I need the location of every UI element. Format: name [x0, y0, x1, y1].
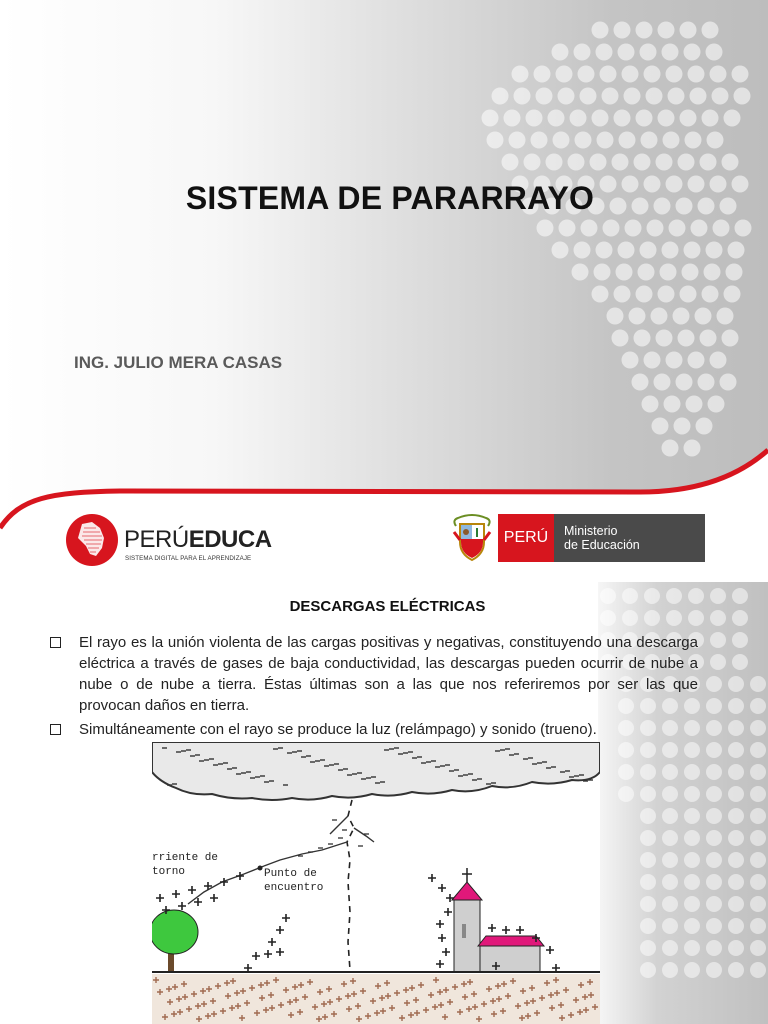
checkbox-bullet-icon — [50, 637, 61, 648]
coat-of-arms-icon — [450, 512, 494, 564]
church-building — [480, 946, 540, 972]
ministry-label-box — [554, 514, 705, 562]
bullet-text: Simultáneamente con el rayo se produce la luz (relámpago) y sonido (trueno). — [79, 721, 597, 738]
checkbox-bullet-icon — [50, 724, 61, 735]
presentation-author: ING. JULIO MERA CASAS — [74, 353, 283, 372]
lightning-discharge-diagram — [152, 742, 600, 1024]
label-return-line2: torno — [152, 866, 186, 878]
brand-part-peru: PERÚ — [124, 526, 189, 553]
ministry-line-2: de Educación — [564, 538, 640, 552]
peru-map-icon — [66, 514, 118, 566]
slide-title: DESCARGAS ELÉCTRICAS — [289, 598, 486, 615]
ministry-line-1: Ministerio — [564, 524, 618, 538]
church-tower — [454, 900, 480, 972]
label-return-line1: rriente de — [152, 852, 219, 864]
label-meeting-line2: encuentro — [264, 882, 324, 894]
presentation-title: SISTEMA DE PARARRAYO — [185, 180, 595, 216]
peru-educa-brand — [124, 526, 272, 554]
peru-educa-tagline: SISTEMA DIGITAL PARA EL APRENDIZAJE — [125, 555, 252, 562]
peru-label-box: PERÚ — [498, 514, 554, 562]
bullet-text: El rayo es la unión violenta de las cargas positivas y negativas, constituyendo una descarga eléctrica a través de gases de baja conductividad, las descargas pueden ocurrir de nube a nube o de nube a tierra. Éstas últimas son a las que nos referiremos por ser las que provocan daños en tierra. — [79, 634, 698, 714]
ministerio-educacion-logo — [450, 512, 705, 564]
peru-educa-logo — [66, 512, 276, 568]
bullet-item — [50, 719, 698, 740]
brand-part-educa: EDUCA — [188, 526, 272, 553]
bullet-item — [50, 632, 698, 716]
peru-map-dots-decoration — [0, 0, 768, 500]
tree-icon — [152, 910, 198, 954]
content-slide — [0, 582, 768, 1024]
label-meeting-line1: Punto de — [264, 868, 317, 880]
